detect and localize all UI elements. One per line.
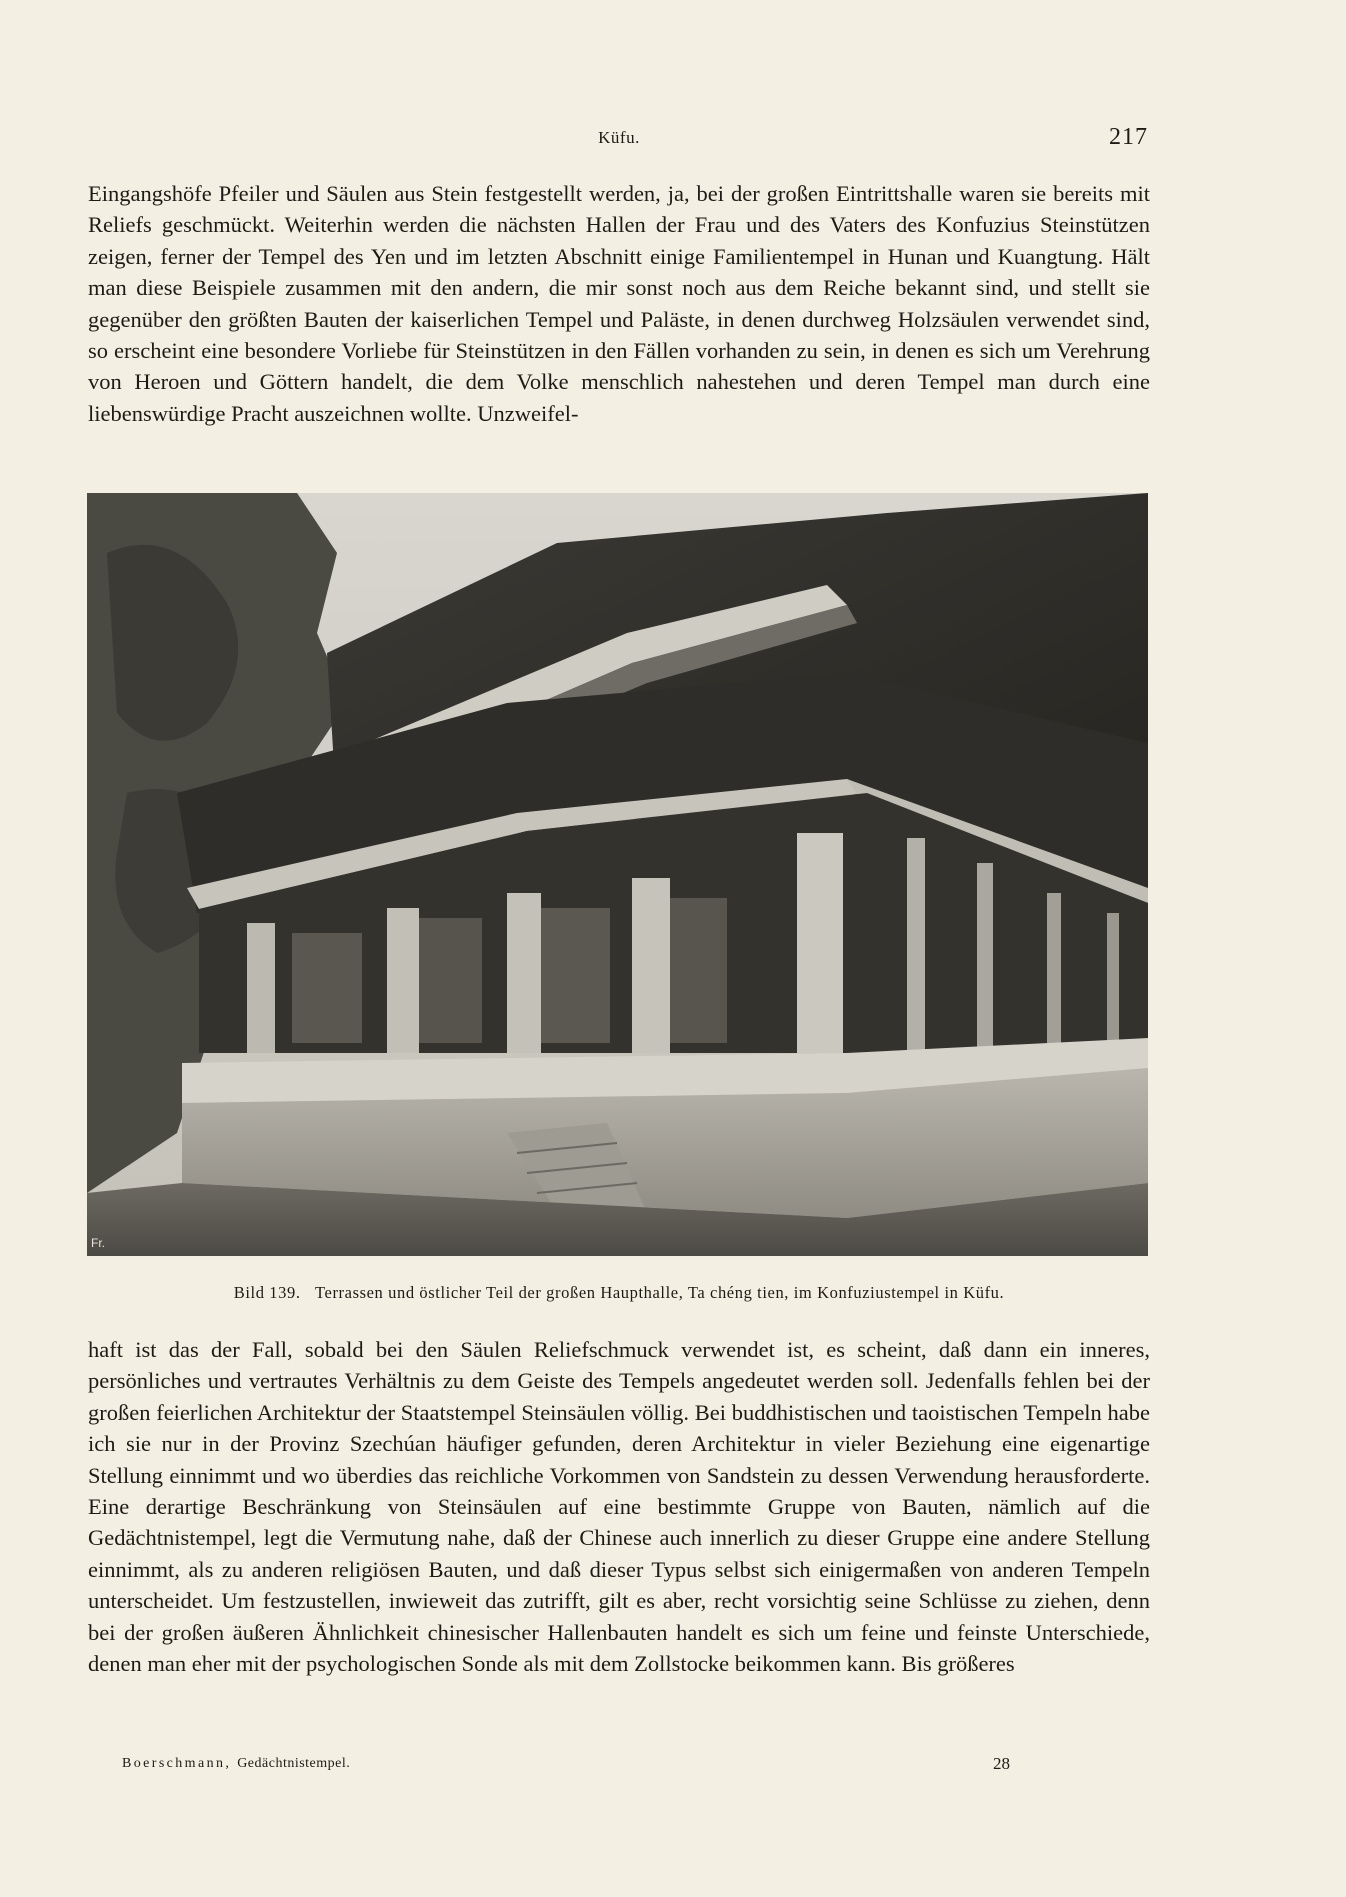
- figure-caption-text: Terrassen und östlicher Teil der großen Haupthalle, Ta chéng tien, im Konfuziustempel in Küfu.: [315, 1283, 1005, 1302]
- page-footer: [122, 1754, 1022, 1778]
- running-header: [88, 124, 1150, 154]
- signature-mark: 28: [993, 1754, 1010, 1773]
- footer-book-title: Gedächtnistempel.: [237, 1756, 351, 1771]
- figure-number: Bild 139.: [233, 1283, 301, 1302]
- body-paragraph-bottom: haft ist das der Fall, sobald bei den Säulen Reliefschmuck verwendet ist, es scheint, daß dann ein inneres, persönliches und vertrautes Verhältnis zu dem Geiste des Tempels angedeutet werden soll. Jedenfalls fehlen bei der großen feierlichen Architektur der Staatstempel Steinsäulen völlig. Bei buddhistischen und taoistischen Tempeln habe ich sie nur in der Provinz Szechúan häufiger gefunden, deren Architektur in vieler Beziehung eine eigenartige Stellung einnimmt und wo überdies das reichliche Vorkommen von Sandstein zu dessen Verwendung herausforderte. Eine derartige Beschränkung von Steinsäulen auf eine bestimmte Gruppe von Bauten, nämlich auf die Gedächtnistempel, legt die Vermutung nahe, daß der Chinese auch innerlich zu dieser Gruppe eine andere Stellung einnimmt, als zu anderen religiösen Bauten, und daß dieser Typus selbst sich einigermaßen von anderen Tempeln unterscheidet. Um festzustellen, inwieweit das zutrifft, gilt es aber, recht vorsichtig seine Schlüsse zu ziehen, denn bei der großen äußeren Ähnlichkeit chinesischer Hallenbauten handelt es sich um feine und feinste Unterschiede, denen man eher mit der psychologischen Sonde als mit dem Zollstocke beikommen kann. Bis größeres: [88, 1337, 1150, 1677]
- page-number: 217: [1109, 124, 1148, 150]
- figure-caption: [88, 1283, 1150, 1303]
- body-paragraph-top: Eingangshöfe Pfeiler und Säulen aus Stein festgestellt werden, ja, bei der großen Eintrittshalle waren sie bereits mit Reliefs geschmückt. Weiterhin werden die nächsten Hallen der Frau und des Vaters des Konfuzius Steinstützen zeigen, ferner der Tempel des Yen und im letzten Abschnitt einige Familientempel in Hunan und Kuangtung. Hält man diese Beispiele zusammen mit den andern, die mir sonst noch aus dem Reiche bekannt sind, und stellt sie gegenüber den größten Bauten der kaiserlichen Tempel und Paläste, in denen durchweg Holzsäulen verwendet sind, so erscheint eine besondere Vorliebe für Steinstützen in den Fällen vorhanden zu sein, in denen es sich um Verehrung von Heroen und Göttern handelt, die dem Volke menschlich nahestehen und deren Tempel man durch eine liebenswürdige Pracht auszeichnen wollte. Unzweifel-: [88, 181, 1150, 426]
- running-title: Küfu.: [598, 128, 640, 147]
- photo-mark: Fr.: [91, 1236, 105, 1250]
- temple-photo-illustration: [87, 493, 1148, 1256]
- footer-author: Boerschmann,: [122, 1756, 232, 1771]
- footer-author-line: [122, 1756, 350, 1772]
- temple-photograph: [87, 493, 1148, 1256]
